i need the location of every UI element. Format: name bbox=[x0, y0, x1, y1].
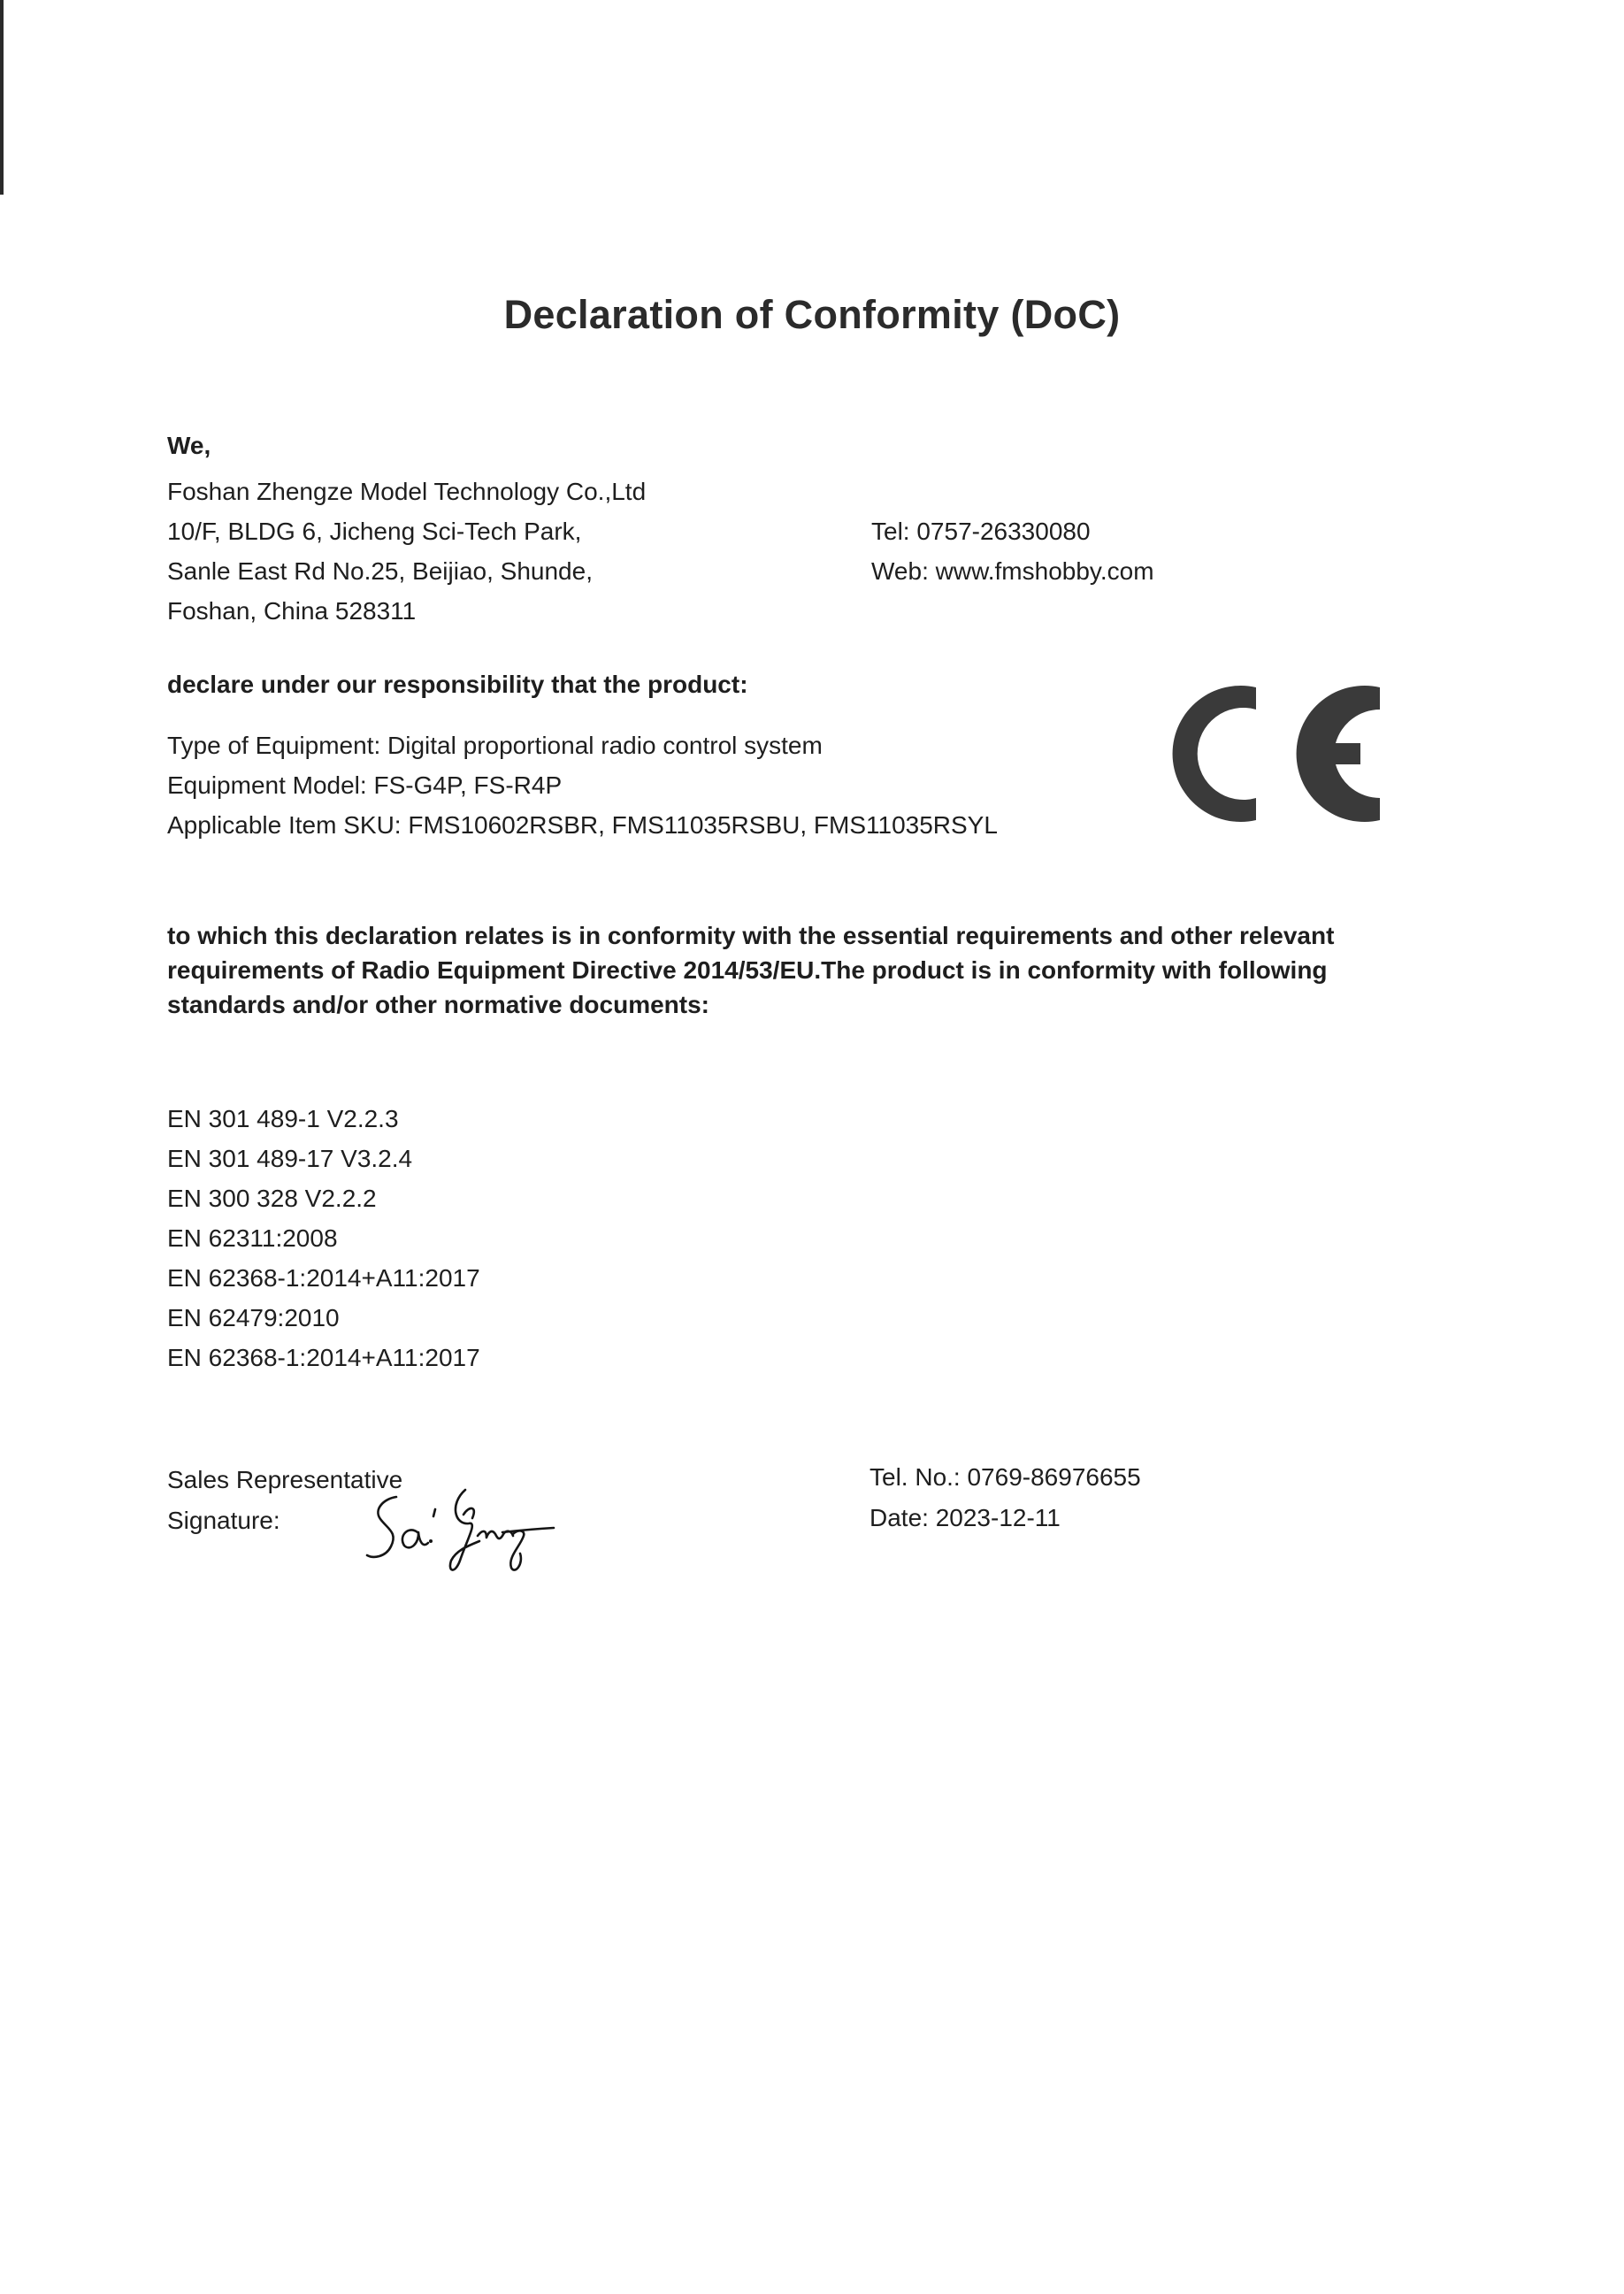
standard-item: EN 301 489-17 V3.2.4 bbox=[167, 1145, 413, 1172]
address-line-1: 10/F, BLDG 6, Jicheng Sci-Tech Park, bbox=[167, 518, 582, 545]
we-label: We, bbox=[167, 432, 211, 459]
representative-contact bbox=[869, 1457, 1141, 1538]
standard-item: EN 62368-1:2014+A11:2017 bbox=[167, 1264, 480, 1292]
conformity-statement: to which this declaration relates is in conformity with the essential requirements and other relevant requirements of Radio Equipment Directive 2014/53/EU.The product is in conformity with following standards and/or other normative documents: bbox=[167, 922, 1335, 1018]
representative-tel: Tel. No.: 0769-86976655 bbox=[869, 1463, 1141, 1491]
declare-heading: declare under our responsibility that the product: bbox=[167, 671, 748, 698]
document-title: Declaration of Conformity (DoC) bbox=[503, 292, 1121, 337]
company-address-block bbox=[167, 472, 646, 631]
standard-item: EN 62368-1:2014+A11:2017 bbox=[167, 1344, 480, 1371]
company-contact-block bbox=[871, 511, 1154, 591]
standards-list bbox=[167, 1099, 480, 1377]
representative-role: Sales Representative bbox=[167, 1466, 403, 1493]
page-edge-mark bbox=[0, 0, 4, 195]
item-sku: Applicable Item SKU: FMS10602RSBR, FMS11035RSBU, FMS11035RSYL bbox=[167, 811, 998, 839]
standard-item: EN 62479:2010 bbox=[167, 1304, 340, 1331]
company-tel: Tel: 0757-26330080 bbox=[871, 518, 1091, 545]
company-name: Foshan Zhengze Model Technology Co.,Ltd bbox=[167, 478, 647, 505]
product-details bbox=[167, 725, 998, 845]
standard-item: EN 301 489-1 V2.2.3 bbox=[167, 1105, 399, 1132]
address-line-3: Foshan, China 528311 bbox=[167, 597, 417, 625]
signature-label: Signature: bbox=[167, 1507, 280, 1534]
handwritten-signature bbox=[363, 1479, 557, 1581]
company-web: Web: www.fmshobby.com bbox=[871, 557, 1154, 585]
declaration-date: Date: 2023-12-11 bbox=[869, 1504, 1061, 1531]
ce-mark-icon bbox=[1172, 674, 1384, 833]
address-line-2: Sanle East Rd No.25, Beijiao, Shunde, bbox=[167, 557, 593, 585]
equipment-type: Type of Equipment: Digital proportional radio control system bbox=[167, 732, 823, 759]
equipment-model: Equipment Model: FS-G4P, FS-R4P bbox=[167, 771, 563, 799]
standard-item: EN 62311:2008 bbox=[167, 1224, 338, 1252]
standard-item: EN 300 328 V2.2.2 bbox=[167, 1185, 377, 1212]
